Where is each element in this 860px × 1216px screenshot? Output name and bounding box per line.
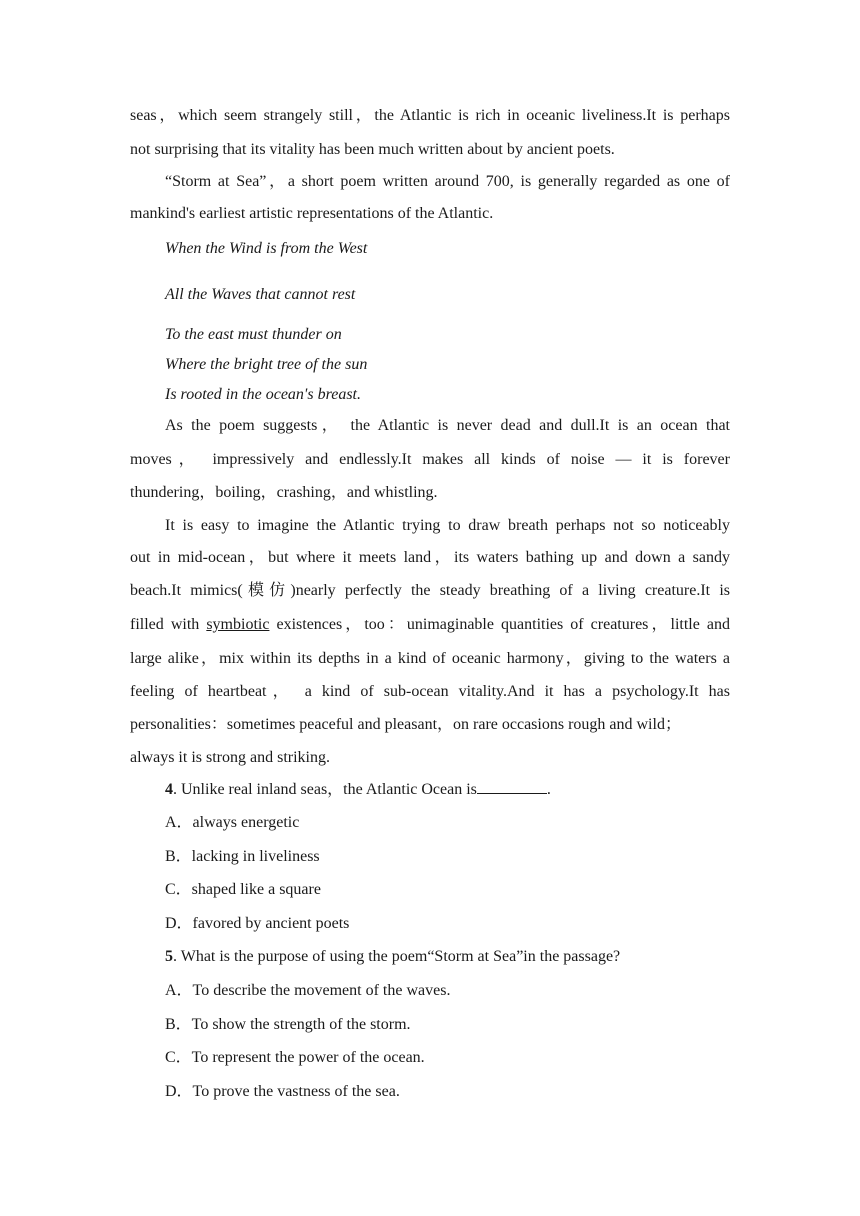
question-number: 4 — [165, 781, 173, 798]
passage-text: personalities：sometimes peaceful and pleasant，on rare occasions rough and wild； — [130, 716, 681, 733]
passage-text: moves， impressively and endlessly.It makes all kinds of noise — it is forever — [130, 451, 730, 468]
option-c: C．shaped like a square — [165, 881, 321, 898]
question-4 — [165, 779, 551, 800]
answer-blank — [477, 779, 547, 794]
passage-text: mankind's earliest artistic representations of the Atlantic. — [130, 205, 494, 222]
option-d: D．To prove the vastness of the sea. — [165, 1083, 400, 1100]
passage-text: feeling of heartbeat， a kind of sub-ocean vitality.And it has a psychology.It has — [130, 683, 730, 700]
option-c: C．To represent the power of the ocean. — [165, 1049, 425, 1066]
passage-text: large alike，mix within its depths in a kind of oceanic harmony，giving to the waters a — [130, 650, 730, 667]
poem-line: To the east must thunder on — [165, 326, 342, 343]
poem-line: Is rooted in the ocean's breast. — [165, 386, 361, 403]
question-5 — [165, 947, 620, 967]
passage-text: not surprising that its vitality has been much written about by ancient poets. — [130, 141, 615, 158]
passage-text: It is easy to imagine the Atlantic trying to draw breath perhaps not so noticeably — [165, 517, 730, 534]
poem-line: All the Waves that cannot rest — [165, 286, 356, 303]
poem-line: When the Wind is from the West — [165, 240, 368, 257]
option-a: A．always energetic — [165, 814, 300, 831]
poem-line: Where the bright tree of the sun — [165, 356, 368, 373]
passage-text: always it is strong and striking. — [130, 749, 330, 766]
option-b: B．To show the strength of the storm. — [165, 1016, 411, 1033]
option-b: B．lacking in liveliness — [165, 848, 320, 865]
passage-text: seas，which seem strangely still，the Atlantic is rich in oceanic liveliness.It is perhaps — [130, 107, 730, 124]
question-text: . What is the purpose of using the poem“Storm at Sea”in the passage? — [173, 948, 621, 965]
option-d: D．favored by ancient poets — [165, 915, 350, 932]
question-text: . Unlike real inland seas，the Atlantic Ocean is — [173, 781, 477, 798]
passage-text — [130, 615, 730, 635]
passage-text: beach.It mimics(模仿)nearly perfectly the steady breathing of a living creature.It is — [130, 582, 730, 599]
passage-text-segment: existences，too：unimaginable quantities of creatures，little and — [269, 616, 730, 633]
passage-text: thundering，boiling，crashing，and whistling. — [130, 484, 438, 501]
passage-text: out in mid-ocean，but where it meets land，its waters bathing up and down a sandy — [130, 549, 730, 566]
passage-text: “Storm at Sea”，a short poem written around 700, is generally regarded as one of — [165, 173, 730, 190]
question-text-end: . — [546, 781, 551, 798]
option-a: A．To describe the movement of the waves. — [165, 982, 451, 999]
underlined-word: symbiotic — [206, 616, 270, 633]
question-number: 5 — [165, 948, 173, 965]
passage-text-segment: filled with — [130, 616, 207, 633]
passage-text: As the poem suggests， the Atlantic is never dead and dull.It is an ocean that — [165, 417, 730, 434]
